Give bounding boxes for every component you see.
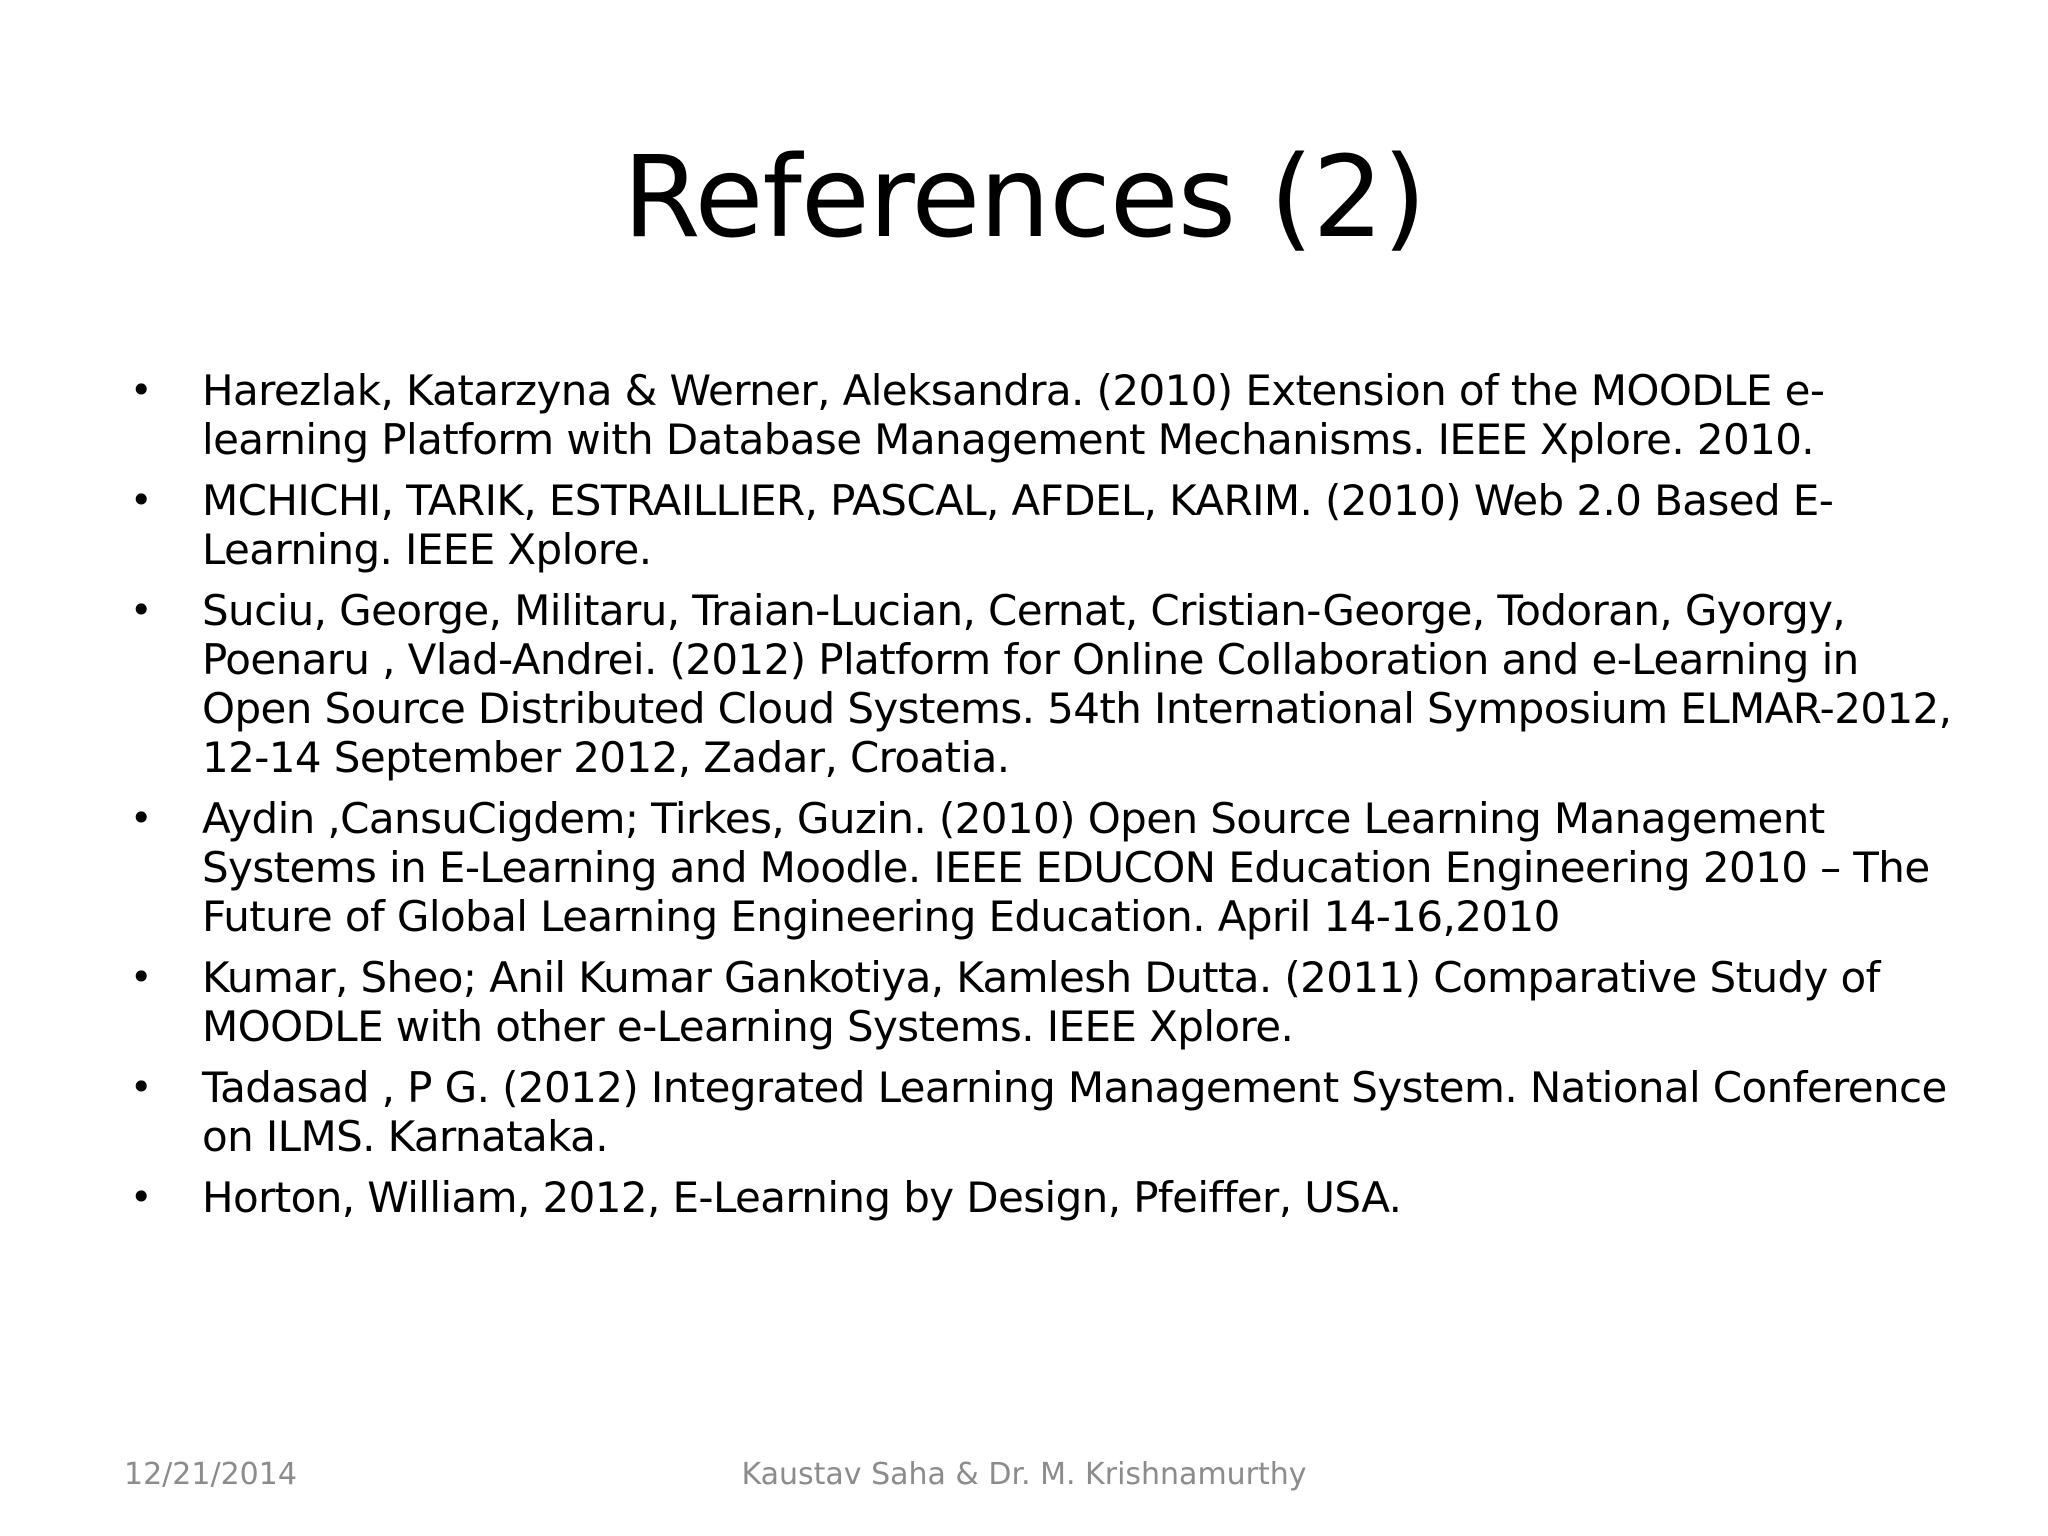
reference-text: Horton, William, 2012, E-Learning by Design, Pfeiffer, USA. — [202, 1173, 1402, 1222]
reference-item — [112, 366, 1952, 464]
bullet-icon: • — [130, 1065, 152, 1109]
reference-text: Suciu, George, Militaru, Traian-Lucian, Cernat, Cristian-George, Todoran, Gyorgy, Poenaru , Vlad-Andrei. (2012) Platform for Online Collaboration and e-Learning in Open Source Distributed Cloud Systems. 54th International Symposium ELMAR-2012, 12-14 September 2012, Zadar, Croatia. — [202, 586, 1952, 782]
reference-text: Tadasad , P G. (2012) Integrated Learning Management System. National Conference on ILMS. Karnataka. — [202, 1063, 1947, 1161]
footer-date: 12/21/2014 — [124, 1457, 297, 1492]
bullet-icon: • — [130, 1175, 152, 1219]
reference-item — [112, 1173, 1952, 1222]
reference-item — [112, 476, 1952, 574]
reference-item — [112, 953, 1952, 1051]
bullet-icon: • — [130, 588, 152, 632]
bullet-icon: • — [130, 478, 152, 522]
reference-item — [112, 586, 1952, 782]
footer-author: Kaustav Saha & Dr. M. Krishnamurthy — [741, 1457, 1307, 1492]
reference-text: MCHICHI, TARIK, ESTRAILLIER, PASCAL, AFDEL, KARIM. (2010) Web 2.0 Based E-Learning. IEEE Xplore. — [202, 476, 1834, 574]
reference-item — [112, 1063, 1952, 1161]
reference-list — [112, 366, 1952, 1234]
bullet-icon: • — [130, 796, 152, 840]
bullet-icon: • — [130, 955, 152, 999]
bullet-icon: • — [130, 368, 152, 412]
slide-title: References (2) — [622, 133, 1426, 263]
reference-text: Kumar, Sheo; Anil Kumar Gankotiya, Kamlesh Dutta. (2011) Comparative Study of MOODLE with other e-Learning Systems. IEEE Xplore. — [202, 953, 1880, 1051]
reference-text: Harezlak, Katarzyna & Werner, Aleksandra. (2010) Extension of the MOODLE e-learning Platform with Database Management Mechanisms. IEEE Xplore. 2010. — [202, 366, 1825, 464]
reference-text: Aydin ,CansuCigdem; Tirkes, Guzin. (2010) Open Source Learning Management Systems in E-Learning and Moodle. IEEE EDUCON Education Engineering 2010 – The Future of Global Learning Engineering Education. April 14-16,2010 — [202, 794, 1930, 941]
reference-item — [112, 794, 1952, 941]
